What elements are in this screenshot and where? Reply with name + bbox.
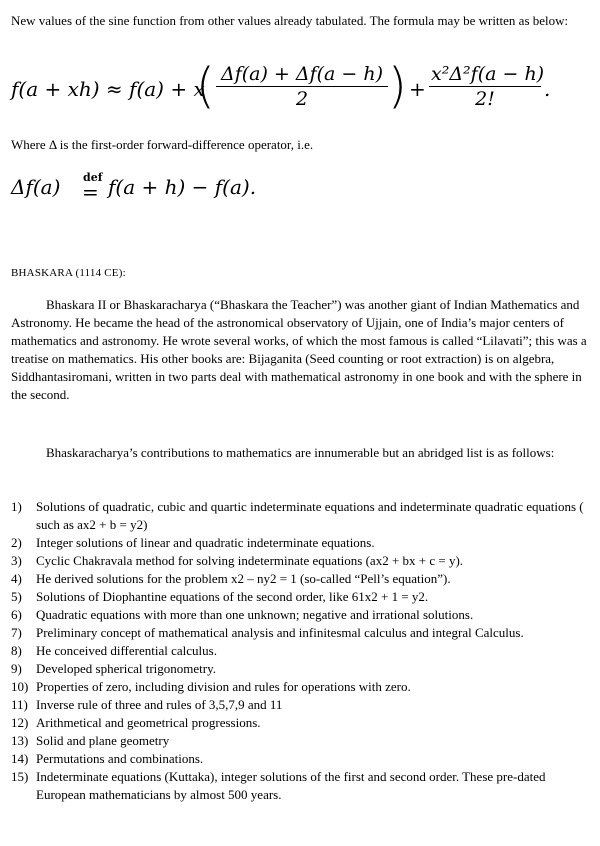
list-item-text: Indeterminate equations (Kuttaka), integer solutions of the first and second order. These pre-dated European mathematicians by almost 500 years. xyxy=(36,769,546,802)
list-item-text: Properties of zero, including division and rules for operations with zero. xyxy=(36,679,411,694)
list-item-number: 12) xyxy=(11,715,29,730)
formula-fraction-2 xyxy=(429,62,545,111)
fraction-2-numerator: x²Δ²f(a − h) xyxy=(431,63,545,85)
list-item-text: Solutions of Diophantine equations of the second order, like 61x2 + 1 = y2. xyxy=(36,589,429,604)
list-item-text: Developed spherical trigonometry. xyxy=(36,661,217,676)
list-item xyxy=(11,534,597,552)
list-item-text: Solid and plane geometry xyxy=(36,733,170,748)
formula-end-period: . xyxy=(544,77,551,101)
list-item-text: Preliminary concept of mathematical analysis and infinitesmal calculus and integral Calculus. xyxy=(36,625,524,640)
definition-rhs: f(a + h) − f(a). xyxy=(108,175,257,199)
contributions-list xyxy=(11,498,597,804)
list-item-text: Arithmetical and geometrical progressions. xyxy=(36,715,261,730)
list-item-number: 14) xyxy=(11,751,29,766)
list-item xyxy=(11,732,597,750)
list-item xyxy=(11,696,597,714)
formula-lhs: f(a + xh) ≈ f(a) + x xyxy=(11,77,205,101)
list-item xyxy=(11,498,597,534)
list-item-text: Permutations and combinations. xyxy=(36,751,204,766)
section-heading: BHASKARA (1114 CE): xyxy=(11,267,126,279)
list-item xyxy=(11,624,597,642)
list-item-number: 11) xyxy=(11,697,28,712)
formula-open-paren: ( xyxy=(196,58,215,114)
list-item-number: 7) xyxy=(11,625,22,640)
list-item-number: 13) xyxy=(11,733,29,748)
list-item xyxy=(11,660,597,678)
list-item-number: 2) xyxy=(11,535,22,550)
contributions-intro: Bhaskaracharya’s contributions to mathematics are innumerable but an abridged list is as follows: xyxy=(46,445,555,460)
list-item xyxy=(11,750,597,768)
list-item-text: He conceived differential calculus. xyxy=(36,643,217,658)
def-label: def xyxy=(83,171,103,184)
bhaskara-paragraph: Bhaskara II or Bhaskaracharya (“Bhaskara the Teacher”) was another giant of Indian Mathematics and Astronomy. He became the head of the astronomical observatory of Ujjain, one of India’s major centers of mathematics and astronomy. He wrote several works, of which the most famous is called “Lilavati”; this was a treatise on mathematics. His other books are: Bijaganita (Seed counting or root extraction) is on algebra, Siddhantasiromani, written in two parts deal with mathematical astronomy in one book and with the sphere in the second. xyxy=(11,297,587,402)
list-item-text: Solutions of quadratic, cubic and quartic indeterminate equations and indeterminate quadratic equations ( such as ax2 + b = y2) xyxy=(36,499,584,532)
list-item-number: 15) xyxy=(11,769,29,784)
where-text: Where Δ is the first-order forward-difference operator, i.e. xyxy=(11,137,314,152)
list-item-number: 4) xyxy=(11,571,22,586)
list-item-number: 8) xyxy=(11,643,22,658)
fraction-1-numerator: Δf(a) + Δf(a − h) xyxy=(216,62,388,87)
formula-close-paren: ) xyxy=(388,58,407,114)
list-item-number: 10) xyxy=(11,679,29,694)
list-item xyxy=(11,570,597,588)
formula-fraction-1 xyxy=(216,62,388,111)
list-item-text: Cyclic Chakravala method for solving indeterminate equations (ax2 + bx + c = y). xyxy=(36,553,464,568)
list-item-number: 1) xyxy=(11,499,22,514)
list-item xyxy=(11,552,597,570)
list-item xyxy=(11,714,597,732)
list-item-text: He derived solutions for the problem x2 – ny2 = 1 (so-called “Pell’s equation”). xyxy=(36,571,451,586)
list-item xyxy=(11,588,597,606)
list-item-text: Inverse rule of three and rules of 3,5,7,9 and 11 xyxy=(36,697,283,712)
fraction-1-denominator: 2 xyxy=(295,88,309,110)
list-item xyxy=(11,642,597,660)
intro-paragraph: New values of the sine function from other values already tabulated. The formula may be written as below: xyxy=(11,13,569,28)
list-item-number: 3) xyxy=(11,553,22,568)
list-item xyxy=(11,678,597,696)
list-item xyxy=(11,768,597,804)
list-item-text: Quadratic equations with more than one unknown; negative and irrational solutions. xyxy=(36,607,474,622)
list-item-text: Integer solutions of linear and quadratic indeterminate equations. xyxy=(36,535,375,550)
fraction-2-denominator: 2! xyxy=(475,88,495,110)
def-equals: = xyxy=(82,180,99,204)
list-item-number: 6) xyxy=(11,607,22,622)
list-item-number: 9) xyxy=(11,661,22,676)
formula-plus: + xyxy=(409,77,426,101)
list-item-number: 5) xyxy=(11,589,22,604)
definition-lhs: Δf(a) xyxy=(11,175,61,199)
list-item xyxy=(11,606,597,624)
